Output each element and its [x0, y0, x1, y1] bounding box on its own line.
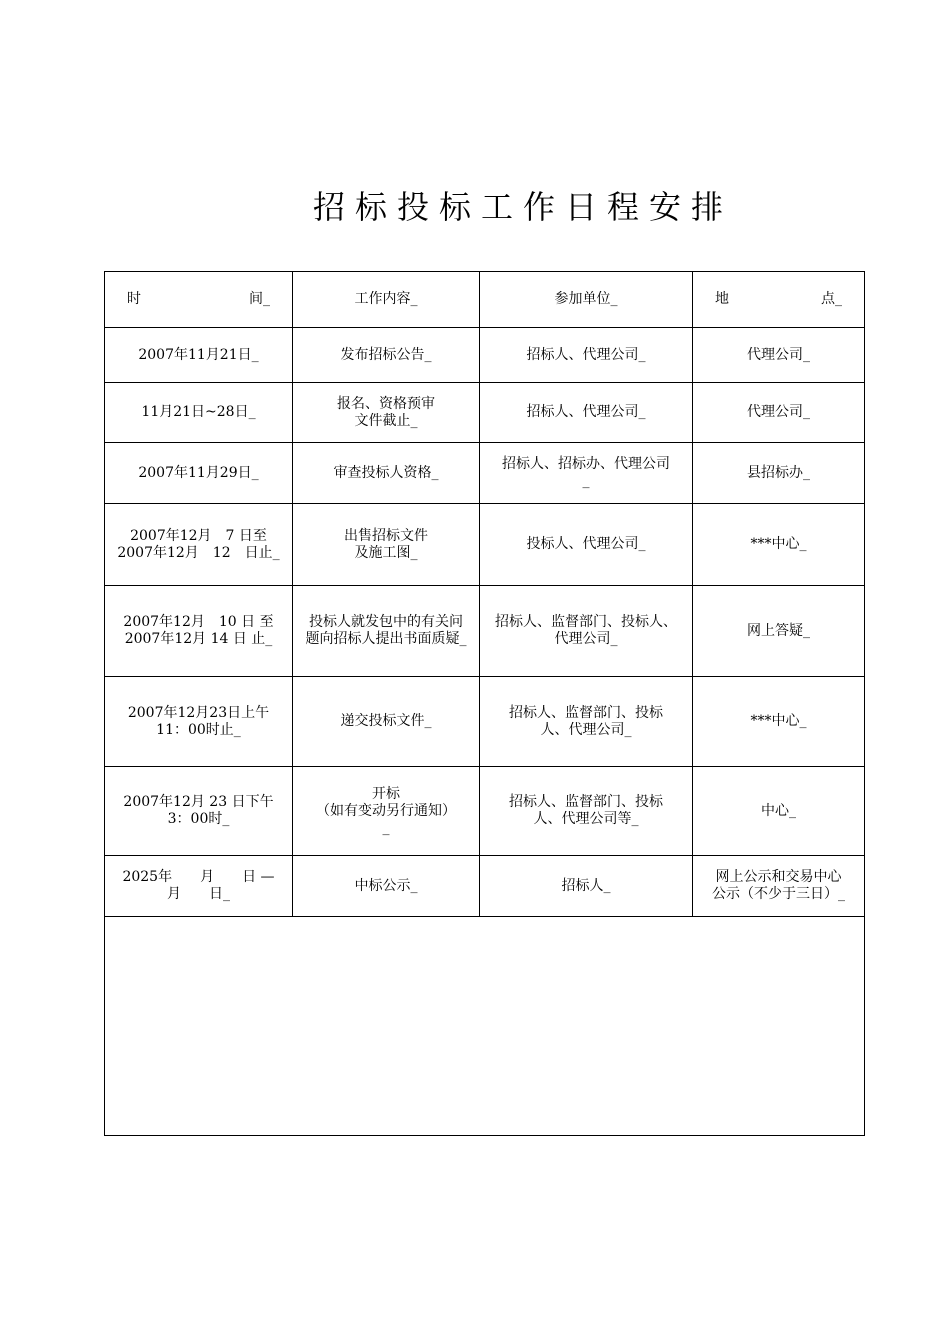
cell-content: 出售招标文件 及施工图_: [293, 504, 480, 586]
header-place-b: 点_: [821, 291, 842, 307]
cell-time: 2007年12月 7 日至 2007年12月 12 日止_: [105, 504, 293, 586]
table-row: [105, 767, 865, 856]
cell-content: 递交投标文件_: [293, 677, 480, 767]
cell-place: 代理公司_: [693, 383, 865, 443]
cell-units: 招标人、招标办、代理公司 _: [480, 443, 693, 504]
cell-units: 招标人、代理公司_: [480, 383, 693, 443]
cell-place: 县招标办_: [693, 443, 865, 504]
cell-units: 招标人、监督部门、投标人、 代理公司_: [480, 586, 693, 677]
page-title: 招标投标工作日程安排: [312, 188, 733, 226]
header-content: 工作内容_: [293, 272, 480, 328]
header-units: 参加单位_: [480, 272, 693, 328]
table-row: [105, 328, 865, 383]
blank-cell: [105, 917, 865, 1136]
header-time: [105, 272, 293, 328]
cell-place: 网上答疑_: [693, 586, 865, 677]
cell-place: ***中心_: [693, 677, 865, 767]
cell-units: 招标人、代理公司_: [480, 328, 693, 383]
cell-content: 审查投标人资格_: [293, 443, 480, 504]
schedule-table: [104, 271, 865, 1136]
table-row: [105, 383, 865, 443]
cell-content: 发布招标公告_: [293, 328, 480, 383]
cell-time: 2007年11月21日_: [105, 328, 293, 383]
header-time-a: 时: [127, 291, 141, 307]
cell-place: ***中心_: [693, 504, 865, 586]
cell-time: 2007年11月29日_: [105, 443, 293, 504]
table-row: [105, 443, 865, 504]
cell-place: 网上公示和交易中心 公示（不少于三日）_: [693, 856, 865, 917]
cell-content: 投标人就发包中的有关问 题向招标人提出书面质疑_: [293, 586, 480, 677]
cell-units: 招标人_: [480, 856, 693, 917]
cell-place: 代理公司_: [693, 328, 865, 383]
cell-content: 中标公示_: [293, 856, 480, 917]
table-row: [105, 677, 865, 767]
table-row: [105, 504, 865, 586]
cell-time: 2025年 月 日 — 月 日_: [105, 856, 293, 917]
cell-time: 11月21日~28日_: [105, 383, 293, 443]
header-place: [693, 272, 865, 328]
cell-content: 报名、资格预审 文件截止_: [293, 383, 480, 443]
cell-units: 投标人、代理公司_: [480, 504, 693, 586]
table-header-row: [105, 272, 865, 328]
cell-time: 2007年12月 23 日下午 3：00时_: [105, 767, 293, 856]
header-time-b: 间_: [249, 291, 270, 307]
table-row: [105, 856, 865, 917]
table-row: [105, 586, 865, 677]
cell-units: 招标人、监督部门、投标 人、代理公司_: [480, 677, 693, 767]
cell-units: 招标人、监督部门、投标 人、代理公司等_: [480, 767, 693, 856]
cell-time: 2007年12月23日上午 11：00时止_: [105, 677, 293, 767]
cell-place: 中心_: [693, 767, 865, 856]
header-place-a: 地: [715, 291, 729, 307]
blank-row: [105, 917, 865, 1136]
cell-time: 2007年12月 10 日 至 2007年12月 14 日 止_: [105, 586, 293, 677]
cell-content: 开标 （如有变动另行通知） _: [293, 767, 480, 856]
